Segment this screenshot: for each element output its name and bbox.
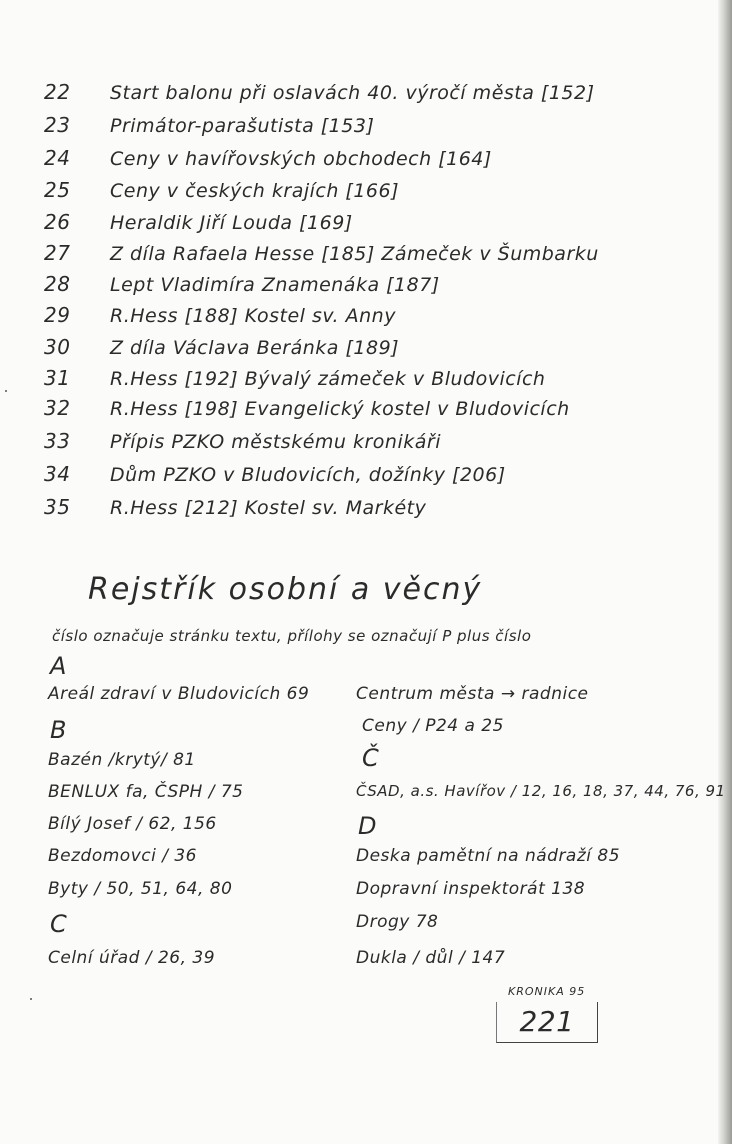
index-letter: D [358,812,377,840]
scan-speck [5,390,7,392]
register-heading: Rejstřík osobní a věcný [88,572,483,607]
index-letter: C [50,910,68,938]
item-text: Lept Vladimíra Znamenáka [187] [110,274,440,296]
item-text: Dům PZKO v Bludovicích, dožínky [206] [110,464,506,486]
list-item [44,146,492,176]
list-item [44,178,399,208]
list-item [44,113,374,143]
item-number: 30 [44,335,71,359]
index-entry: Dukla / důl / 147 [356,948,506,968]
list-item [44,210,353,240]
item-number: 32 [44,396,71,420]
item-number: 22 [44,80,71,104]
item-text: Ceny v českých krajích [166] [110,180,400,202]
page-binding-edge [718,0,732,1144]
page-number: 221 [496,1002,598,1043]
scan-speck [30,998,32,1000]
index-entry: Ceny / P24 a 25 [362,716,504,736]
index-entry: Bezdomovci / 36 [48,846,197,866]
item-text: R.Hess [198] Evangelický kostel v Bludovicích [110,398,570,420]
item-text: Ceny v havířovských obchodech [164] [110,148,492,170]
item-number: 34 [44,462,71,486]
chronicle-label: KRONIKA 95 [508,985,586,998]
list-item [44,429,441,459]
item-number: 27 [44,241,71,265]
index-entry: Deska pamětní na nádraží 85 [356,846,621,866]
item-text: Primátor-parašutista [153] [110,115,375,137]
index-entry: Drogy 78 [356,912,439,932]
index-letter: B [50,716,67,744]
item-number: 29 [44,303,71,327]
item-number: 23 [44,113,71,137]
index-entry: Dopravní inspektorát 138 [356,879,586,899]
index-entry: Byty / 50, 51, 64, 80 [48,879,233,899]
index-letter: Č [362,744,380,772]
list-item [44,462,506,492]
item-number: 28 [44,272,71,296]
item-number: 25 [44,178,71,202]
index-entry: Areál zdraví v Bludovicích 69 [48,684,310,704]
list-item [44,335,399,365]
index-entry: BENLUX fa, ČSPH / 75 [48,782,244,802]
item-number: 26 [44,210,71,234]
item-text: Heraldik Jiří Louda [169] [110,212,353,234]
index-entry: Bazén /krytý/ 81 [48,750,196,770]
item-number: 35 [44,495,71,519]
list-item [44,241,599,271]
list-item [44,80,595,110]
index-entry: Centrum města → radnice [356,684,589,704]
item-number: 33 [44,429,71,453]
item-text: Z díla Václava Beránka [189] [110,337,400,359]
index-entry: Celní úřad / 26, 39 [48,948,216,968]
index-letter: A [50,652,67,680]
index-entry: ČSAD, a.s. Havířov / 12, 16, 18, 37, 44, 76, 91 [356,782,726,800]
list-item [44,495,426,525]
item-text: R.Hess [188] Kostel sv. Anny [110,305,396,327]
list-item [44,303,396,333]
list-item [44,366,545,396]
register-note: číslo označuje stránku textu, přílohy se označují P plus číslo [52,627,532,645]
item-number: 24 [44,146,71,170]
item-text: R.Hess [212] Kostel sv. Markéty [110,497,427,519]
item-text: R.Hess [192] Bývalý zámeček v Bludovicích [110,368,546,390]
item-text: Z díla Rafaela Hesse [185] Zámeček v Šumbarku [110,243,599,265]
item-text: Přípis PZKO městskému kronikáři [110,431,441,453]
item-number: 31 [44,366,71,390]
list-item [44,396,570,426]
list-item [44,272,440,302]
item-text: Start balonu při oslavách 40. výročí města [152] [110,82,595,104]
index-entry: Bílý Josef / 62, 156 [48,814,217,834]
